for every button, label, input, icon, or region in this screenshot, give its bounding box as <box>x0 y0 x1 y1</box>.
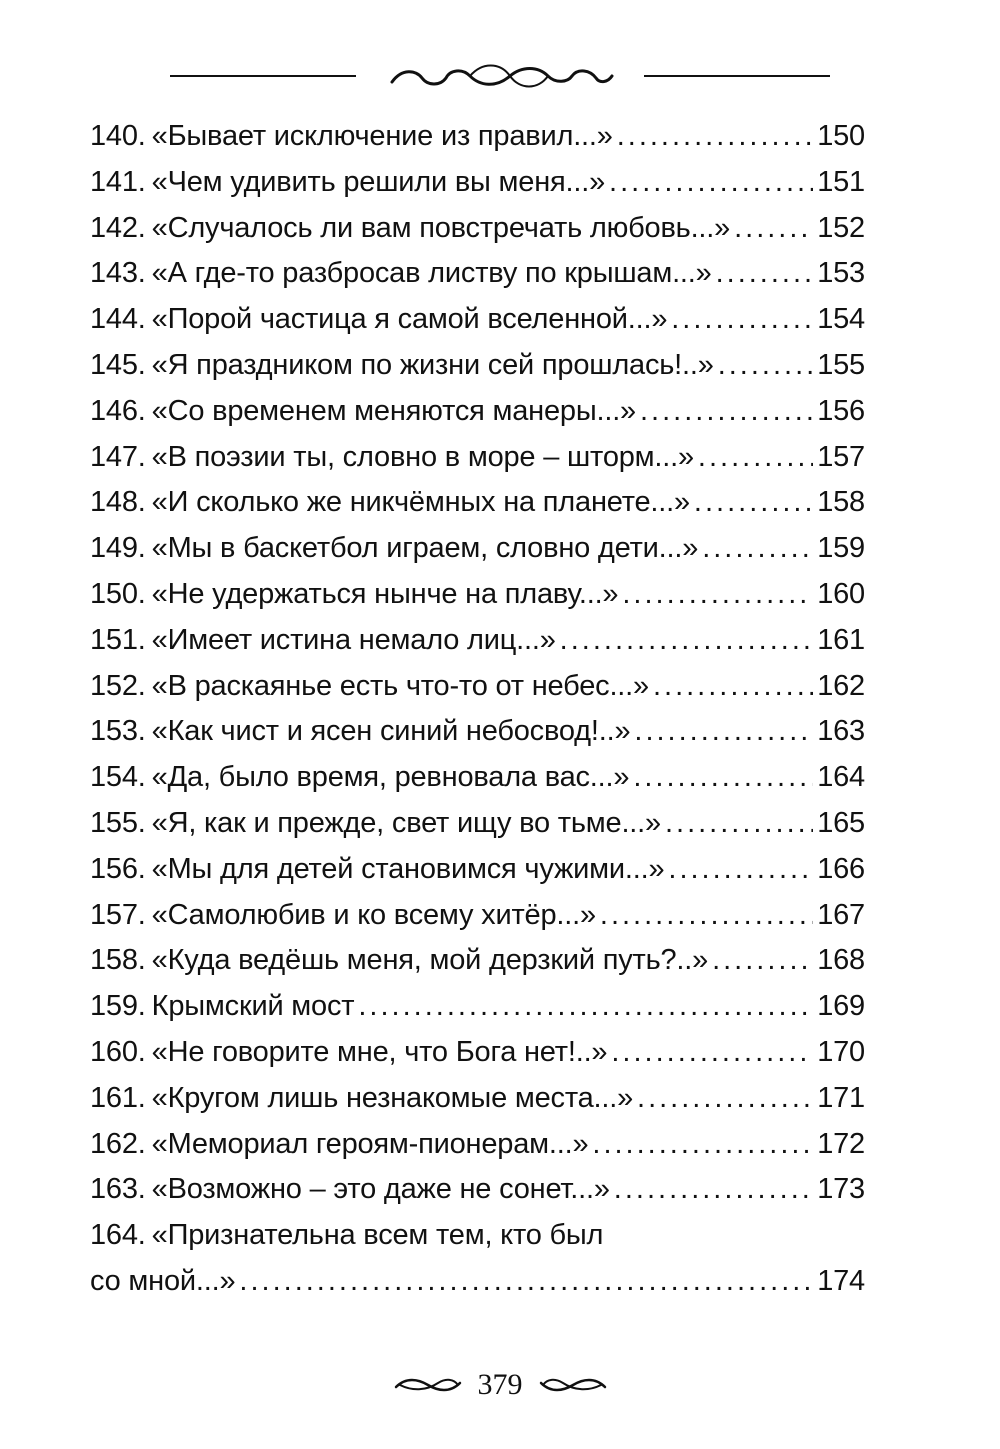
toc-entry-title: «И сколько же никчёмных на планете...» <box>151 486 690 519</box>
toc-entry-page: 167 <box>817 898 865 931</box>
toc-entry <box>90 114 865 160</box>
left-ornament-icon <box>392 1375 464 1395</box>
toc-entry-title: Крымский мост <box>151 990 355 1023</box>
toc-entry-page: 169 <box>817 990 865 1023</box>
toc-entry-page: 164 <box>817 761 865 794</box>
toc-leader-dots <box>653 664 813 710</box>
toc-leader-dots <box>614 1167 813 1213</box>
toc-entry-title: «Как чист и ясен синий небосвод!..» <box>151 715 631 748</box>
toc-entry-title: «В раскаянье есть что-то от небес...» <box>151 669 649 702</box>
toc-entry-title: «Да, было время, ревновала вас...» <box>151 761 630 794</box>
toc-entry <box>90 572 865 618</box>
toc-entry-title: «Мемориал героям-пионерам...» <box>151 1127 589 1160</box>
toc-entry-page: 174 <box>817 1264 865 1297</box>
toc-entry-page: 173 <box>817 1173 865 1206</box>
toc-entry-title: «Порой частица я самой вселенной...» <box>151 303 668 336</box>
right-ornament-icon <box>537 1375 609 1395</box>
toc-entry <box>90 709 865 755</box>
toc-leader-dots <box>622 572 813 618</box>
page-footer <box>0 1360 1000 1410</box>
toc-entry-number: 150. <box>90 577 146 610</box>
toc-entry-number: 157. <box>90 898 146 931</box>
toc-entry-page: 168 <box>817 944 865 977</box>
toc-leader-dots <box>702 526 813 572</box>
toc-entry <box>90 206 865 252</box>
toc-entry-number: 143. <box>90 257 146 290</box>
toc-entry-page: 172 <box>817 1127 865 1160</box>
toc-entry <box>90 1167 865 1213</box>
toc-entry <box>90 297 865 343</box>
toc-entry <box>90 893 865 939</box>
toc-entry-page: 163 <box>817 715 865 748</box>
toc-entry <box>90 847 865 893</box>
toc-leader-dots <box>560 618 814 664</box>
toc-entry <box>90 1076 865 1122</box>
toc-leader-dots <box>617 114 814 160</box>
toc-leader-dots <box>611 1030 813 1076</box>
toc-entry-number: 145. <box>90 348 146 381</box>
toc-entry-number: 141. <box>90 165 146 198</box>
toc-leader-dots <box>609 160 813 206</box>
toc-entry-title: «Самолюбив и ко всему хитёр...» <box>151 898 596 931</box>
toc-entry-title: «Со временем меняются манеры...» <box>151 394 636 427</box>
toc-leader-dots <box>634 709 813 755</box>
toc-entry-page: 170 <box>817 1035 865 1068</box>
toc-entry-page: 166 <box>817 852 865 885</box>
toc-entry-title: «Бывает исключение из правил...» <box>151 120 613 152</box>
toc-entry-number: 156. <box>90 852 146 885</box>
toc-entry-page: 150 <box>817 120 865 152</box>
toc-entry-title: «Не удержаться нынче на плаву...» <box>151 577 619 610</box>
toc-entry-number: 153. <box>90 715 146 748</box>
toc-entry <box>90 938 865 984</box>
toc-entry-page: 157 <box>817 440 865 473</box>
toc-entry-title: «Не говорите мне, что Бога нет!..» <box>151 1035 608 1068</box>
toc-entry <box>90 526 865 572</box>
toc-entry <box>90 1030 865 1076</box>
toc-entry-title: со мной...» <box>90 1264 236 1297</box>
toc-leader-dots <box>665 801 813 847</box>
toc-entry-number: 162. <box>90 1127 146 1160</box>
toc-entry-page: 156 <box>817 394 865 427</box>
toc-entry-page: 153 <box>817 257 865 290</box>
toc-entry-number: 140. <box>90 120 146 152</box>
toc-leader-dots <box>640 389 813 435</box>
toc-entry <box>90 984 865 1030</box>
toc-entry <box>90 343 865 389</box>
table-of-contents <box>90 114 865 1305</box>
toc-leader-dots <box>671 297 813 343</box>
toc-entry-number: 163. <box>90 1173 146 1206</box>
toc-entry-page: 161 <box>817 623 865 656</box>
toc-leader-dots <box>592 1122 813 1168</box>
toc-leader-dots <box>718 343 814 389</box>
toc-entry-page: 152 <box>817 211 865 244</box>
toc-entry <box>90 160 865 206</box>
toc-leader-dots <box>716 251 814 297</box>
toc-entry-number: 154. <box>90 761 146 794</box>
toc-entry-title: «Случалось ли вам повстречать любовь...» <box>151 211 731 244</box>
toc-entry-page: 165 <box>817 806 865 839</box>
toc-entry <box>90 1213 865 1259</box>
toc-entry <box>90 755 865 801</box>
toc-leader-dots <box>637 1076 813 1122</box>
toc-leader-dots <box>698 435 813 481</box>
toc-entry-number: 160. <box>90 1035 146 1068</box>
toc-entry-continuation <box>90 1259 865 1305</box>
toc-leader-dots <box>358 984 813 1030</box>
toc-entry-page: 155 <box>817 348 865 381</box>
toc-entry-number: 152. <box>90 669 146 702</box>
toc-leader-dots <box>734 206 813 252</box>
toc-entry-title: «Куда ведёшь меня, мой дерзкий путь?..» <box>151 944 709 977</box>
toc-leader-dots <box>239 1259 813 1305</box>
toc-entry <box>90 389 865 435</box>
toc-leader-dots <box>694 480 813 526</box>
header-ornament <box>170 52 830 100</box>
toc-entry <box>90 480 865 526</box>
toc-entry-number: 147. <box>90 440 146 473</box>
toc-entry-page: 160 <box>817 577 865 610</box>
toc-entry-title: «Я, как и прежде, свет ищу во тьме...» <box>151 806 661 839</box>
toc-entry-number: 158. <box>90 944 146 977</box>
toc-entry-title: «Признательна всем тем, кто был <box>151 1219 604 1252</box>
toc-entry-title: «Возможно – это даже не сонет...» <box>151 1173 610 1206</box>
toc-leader-dots <box>668 847 813 893</box>
toc-entry-number: 148. <box>90 486 146 519</box>
toc-entry-title: «Я праздником по жизни сей прошлась!..» <box>151 348 714 381</box>
toc-entry-page: 158 <box>817 486 865 519</box>
toc-entry <box>90 251 865 297</box>
page-number: 379 <box>477 1368 523 1401</box>
toc-entry-number: 161. <box>90 1081 146 1114</box>
toc-entry-number: 146. <box>90 394 146 427</box>
toc-entry-page: 162 <box>817 669 865 702</box>
toc-entry-title: «Чем удивить решили вы меня...» <box>151 165 606 198</box>
toc-entry-page: 151 <box>817 165 865 198</box>
toc-entry <box>90 618 865 664</box>
toc-leader-dots <box>600 893 813 939</box>
toc-entry-page: 171 <box>817 1081 865 1114</box>
toc-entry-title: «В поэзии ты, словно в море – шторм...» <box>151 440 694 473</box>
toc-entry <box>90 1122 865 1168</box>
toc-entry-title: «Имеет истина немало лиц...» <box>151 623 556 656</box>
toc-entry-number: 149. <box>90 532 146 565</box>
toc-entry-number: 142. <box>90 211 146 244</box>
toc-entry-title: «А где-то разбросав листву по крышам...» <box>151 257 712 290</box>
toc-entry-title: «Мы для детей становимся чужими...» <box>151 852 665 885</box>
toc-entry-title: «Кругом лишь незнакомые места...» <box>151 1081 634 1114</box>
toc-entry-page: 159 <box>817 532 865 565</box>
toc-entry-title: «Мы в баскетбол играем, словно дети...» <box>151 532 699 565</box>
toc-entry-number: 151. <box>90 623 146 656</box>
toc-entry-page: 154 <box>817 303 865 336</box>
toc-leader-dots <box>633 755 813 801</box>
toc-entry-number: 155. <box>90 806 146 839</box>
toc-entry-number: 159. <box>90 990 146 1023</box>
toc-leader-dots <box>712 938 813 984</box>
toc-entry <box>90 664 865 710</box>
toc-entry-number: 144. <box>90 303 146 336</box>
toc-entry-number: 164. <box>90 1219 146 1252</box>
toc-entry <box>90 435 865 481</box>
toc-entry <box>90 801 865 847</box>
